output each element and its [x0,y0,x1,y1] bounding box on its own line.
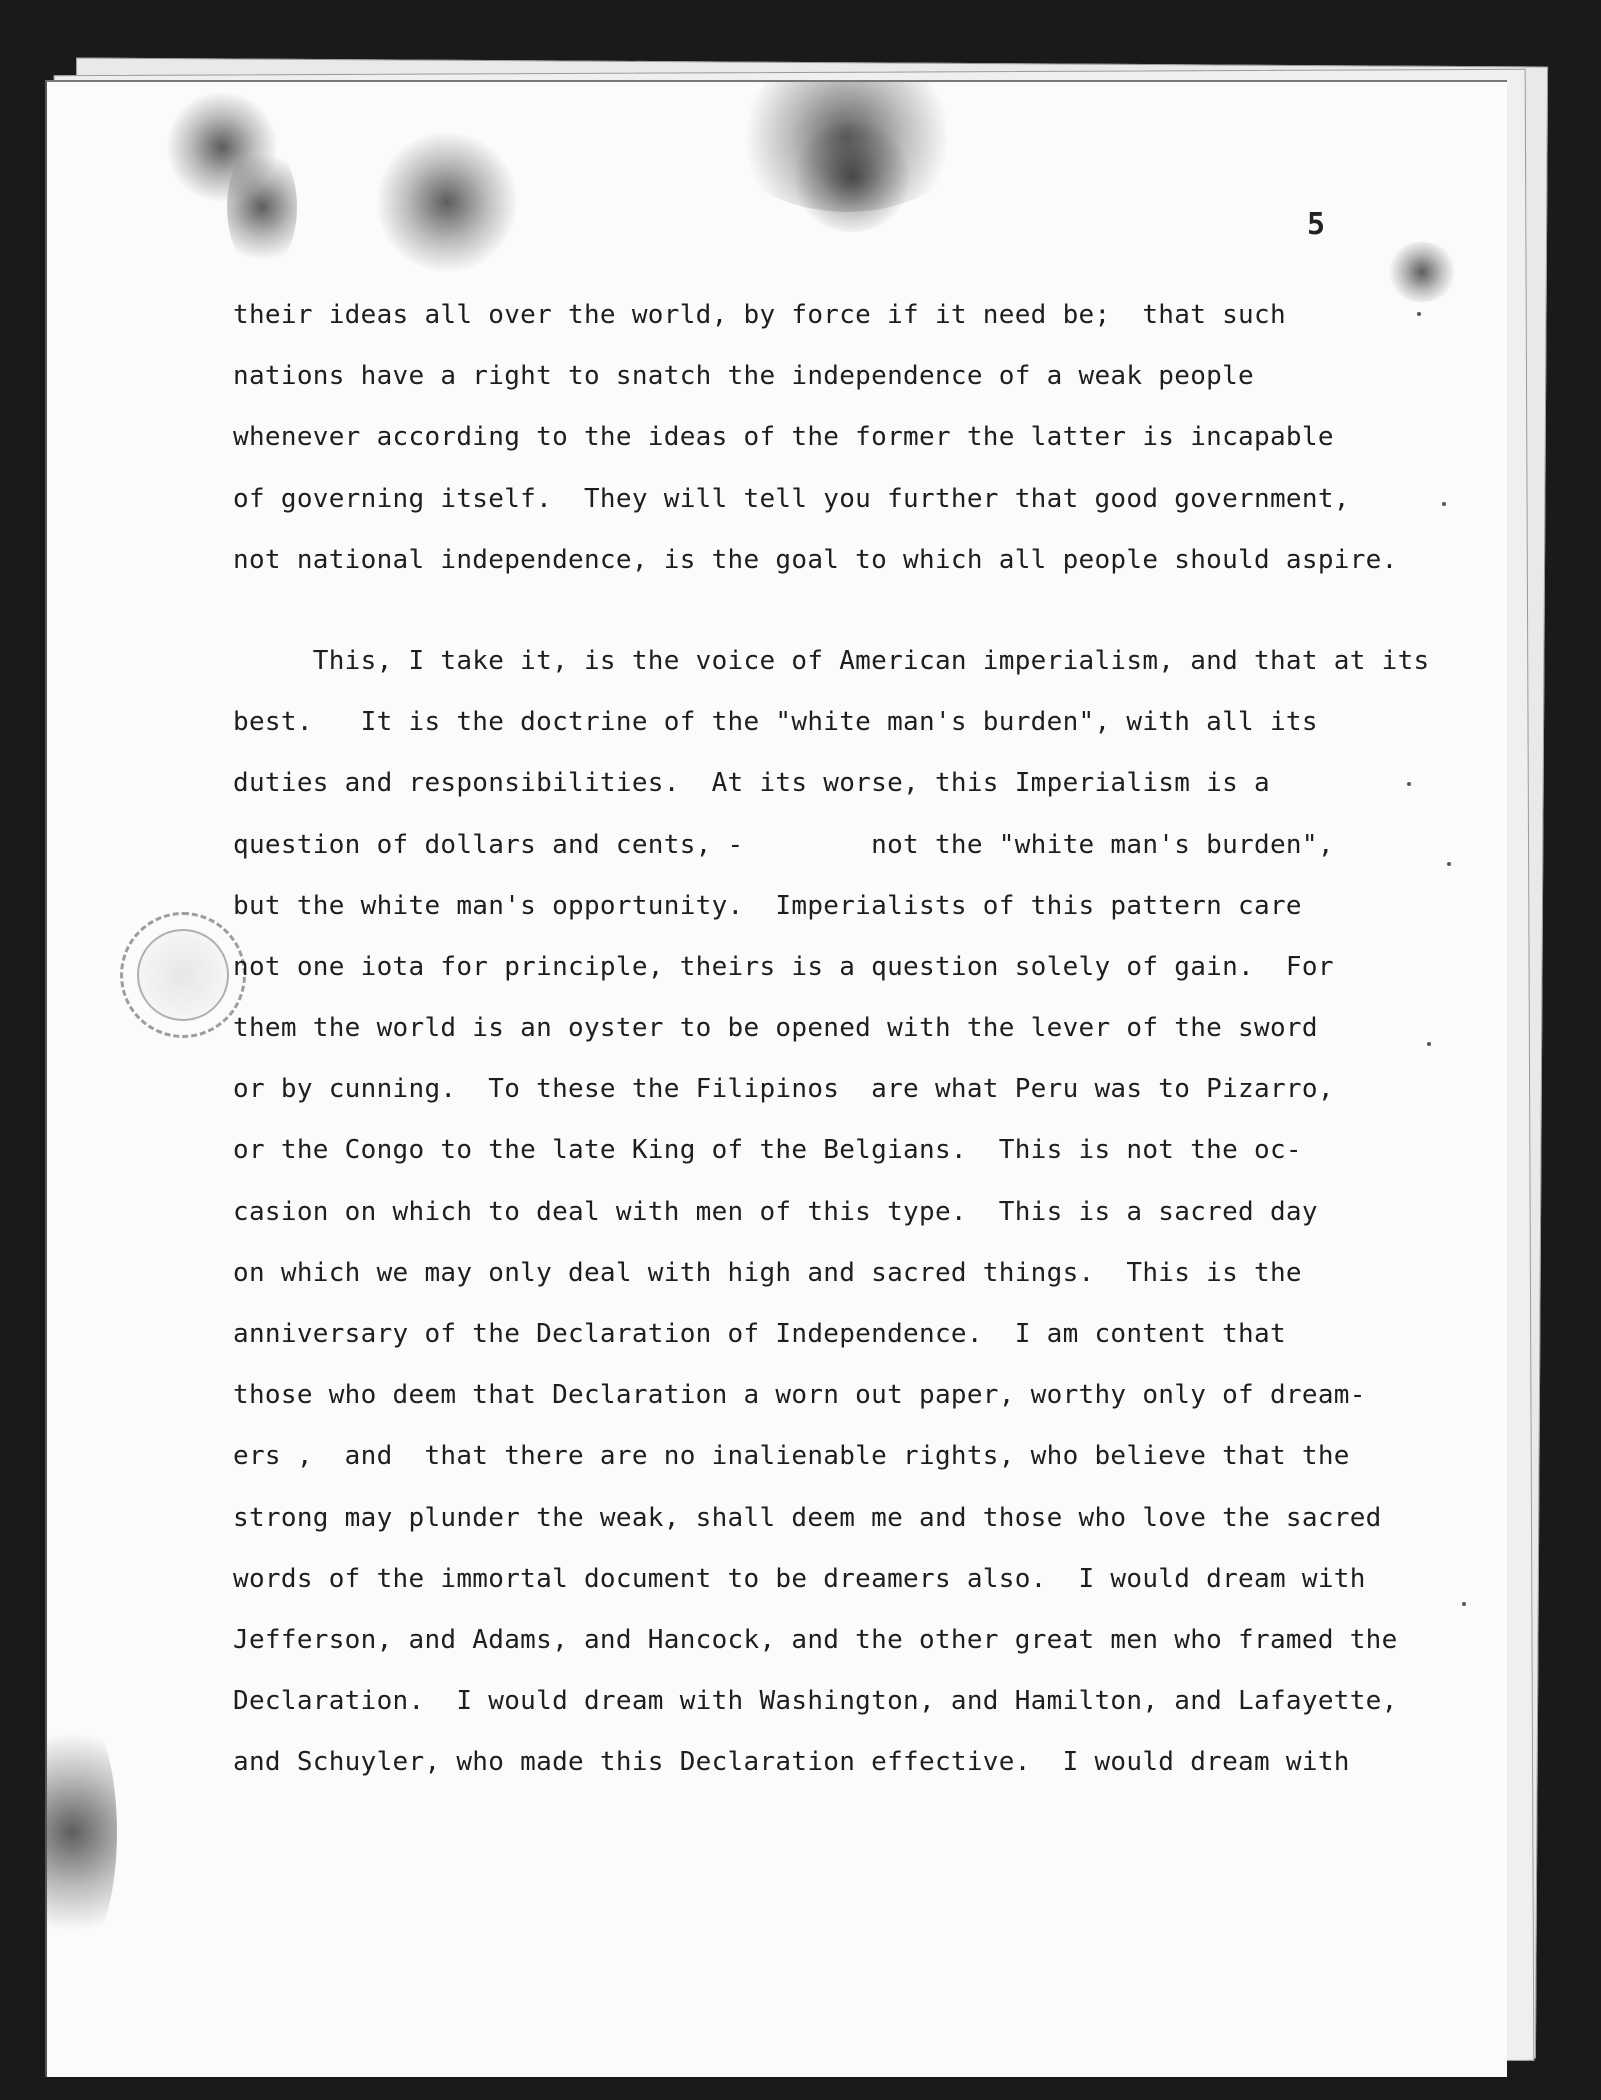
text-line: or by cunning. To these the Filipinos are what Peru was to Pizarro, [233,1074,1334,1105]
text-line: words of the immortal document to be dreamers also. I would dream with [233,1563,1366,1594]
text-line: and Schuyler, who made this Declaration effective. I would dream with [233,1747,1350,1778]
text-line: ers , and that there are no inalienable rights, who believe that the [233,1441,1350,1472]
text-line: casion on which to deal with men of this type. This is a sacred day [233,1196,1318,1227]
margin-speck [1462,1602,1466,1606]
text-line: not national independence, is the goal to which all people should aspire. [233,544,1398,575]
text-line: or the Congo to the late King of the Belgians. This is not the oc- [233,1135,1302,1166]
text-line: Jefferson, and Adams, and Hancock, and the other great men who framed the [233,1624,1398,1655]
text-line: them the world is an oyster to be opened with the lever of the sword [233,1013,1318,1044]
ink-smudge [377,132,517,272]
archive-stamp-center [137,929,229,1021]
text-line: those who deem that Declaration a worn out paper, worthy only of dream- [233,1380,1366,1411]
text-line: anniversary of the Declaration of Independence. I am content that [233,1319,1286,1349]
text-line: of governing itself. They will tell you further that good government, [233,483,1350,514]
text-line: their ideas all over the world, by force if it need be; that such [233,300,1286,330]
text-line: This, I take it, is the voice of American imperialism, and that at its [233,645,1430,676]
text-line: on which we may only deal with high and sacred things. This is the [233,1257,1302,1288]
ink-smudge [45,1702,117,1962]
ink-smudge [792,122,912,232]
ink-smudge [227,142,297,272]
text-line: nations have a right to snatch the independence of a weak people [233,361,1255,392]
text-line: Declaration. I would dream with Washington, and Hamilton, and Lafayette, [233,1686,1398,1717]
body-text [233,285,1453,1794]
text-line: not one iota for principle, theirs is a question solely of gain. For [233,951,1334,982]
text-line: question of dollars and cents, - not the "white man's burden", [233,829,1334,860]
archive-stamp [120,912,246,1038]
text-line: duties and responsibilities. At its worse, this Imperialism is a [233,768,1270,799]
page-number: 5 [1307,207,1326,242]
text-line: strong may plunder the weak, shall deem me and those who love the sacred [233,1502,1382,1533]
text-line: but the white man's opportunity. Imperialists of this pattern care [233,890,1302,921]
text-line: best. It is the doctrine of the "white man's burden", with all its [233,707,1318,738]
text-line: whenever according to the ideas of the former the latter is incapable [233,422,1334,453]
